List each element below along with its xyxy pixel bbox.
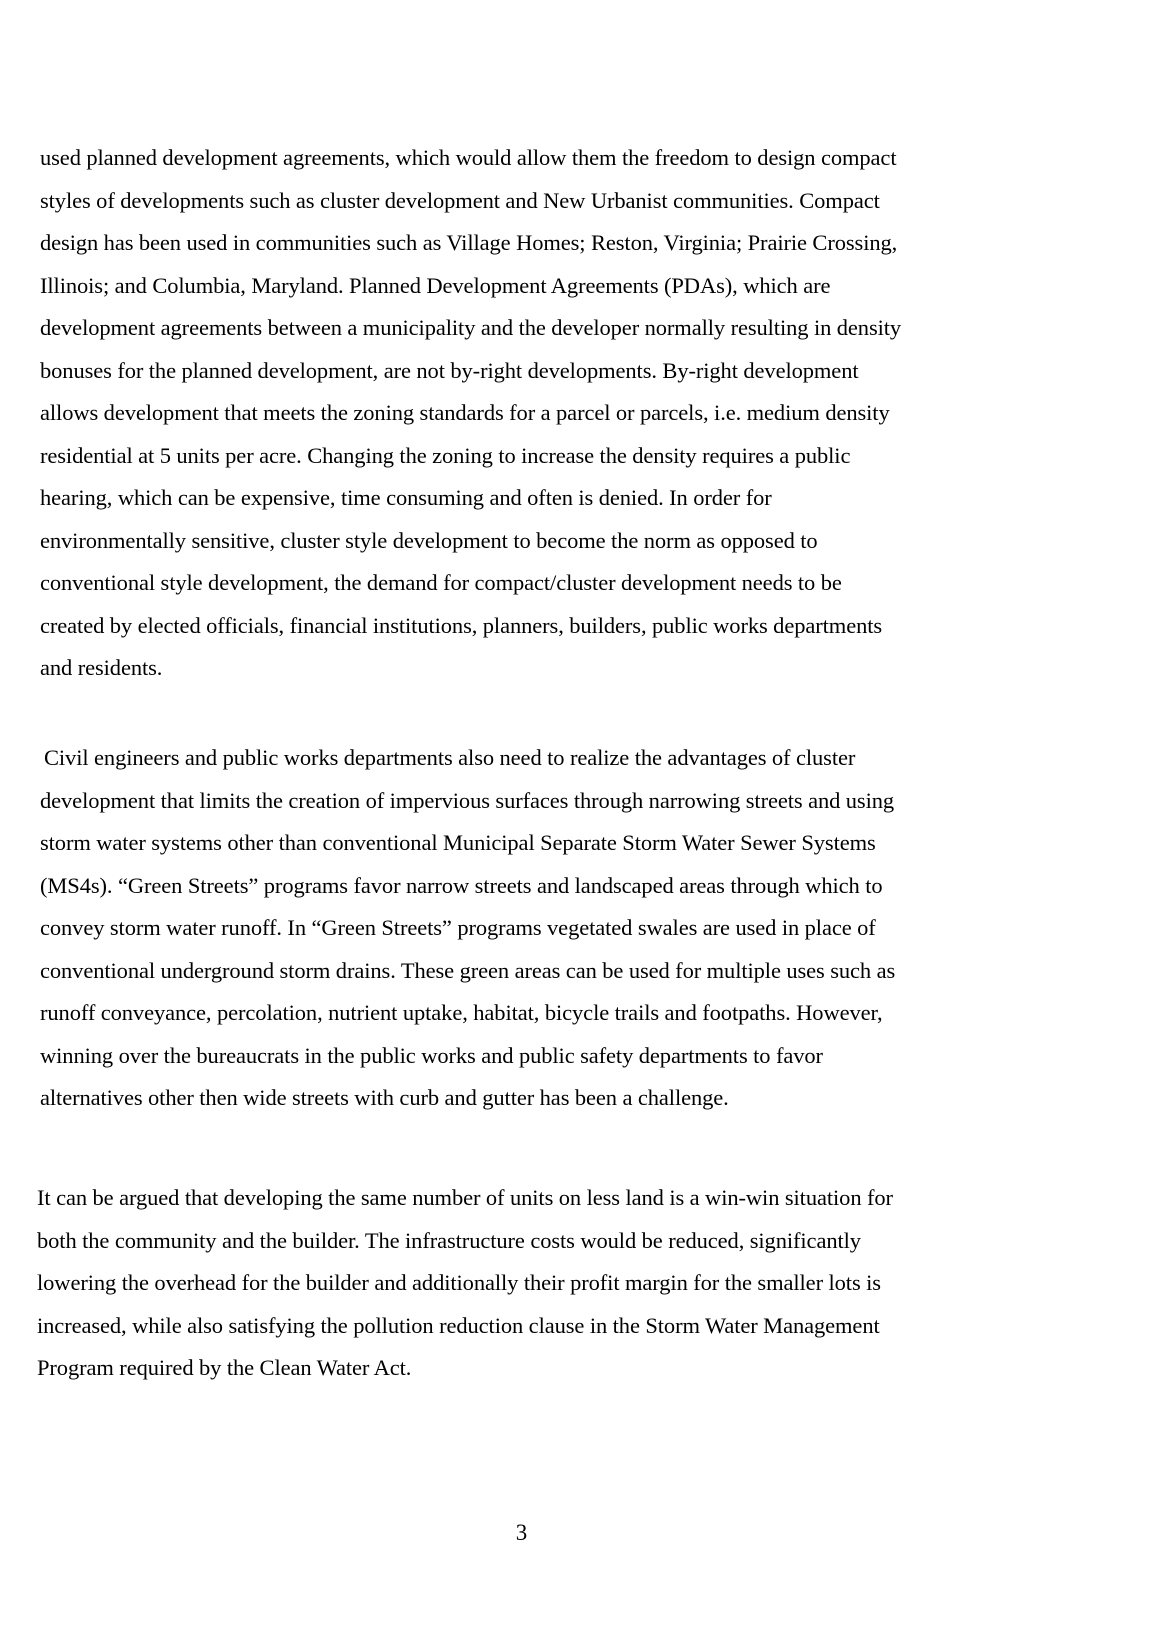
text-line: allows development that meets the zoning standards for a parcel or parcels, i.e. medium density	[40, 400, 890, 425]
text-line: Civil engineers and public works departments also need to realize the advantages of cluster	[44, 745, 856, 770]
text-line: residential at 5 units per acre. Changing the zoning to increase the density requires a public	[40, 442, 851, 468]
paragraph-win-win	[37, 1177, 997, 1390]
text-line: environmentally sensitive, cluster style development to become the norm as opposed to	[40, 527, 818, 553]
text-line: conventional underground storm drains. These green areas can be used for multiple uses such as	[40, 957, 896, 983]
text-line: storm water systems other than conventional Municipal Separate Storm Water Sewer Systems	[40, 830, 876, 855]
text-line: development that limits the creation of impervious surfaces through narrowing streets and using	[40, 787, 895, 813]
text-line: runoff conveyance, percolation, nutrient uptake, habitat, bicycle trails and footpaths. However,	[40, 1000, 883, 1025]
text-line: bonuses for the planned development, are not by-right developments. By-right development	[40, 357, 859, 383]
paragraph-planned-development	[40, 137, 1000, 690]
text-line: development agreements between a municipality and the developer normally resulting in density	[40, 315, 902, 340]
text-line: alternatives other then wide streets with curb and gutter has been a challenge.	[40, 1085, 729, 1110]
text-line: winning over the bureaucrats in the public works and public safety departments to favor	[40, 1042, 823, 1068]
text-line: used planned development agreements, which would allow them the freedom to design compact	[40, 145, 897, 170]
text-line: styles of developments such as cluster development and New Urbanist communities. Compact	[40, 187, 880, 213]
text-line: design has been used in communities such as Village Homes; Reston, Virginia; Prairie Crossing,	[40, 230, 898, 255]
text-line: hearing, which can be expensive, time consuming and often is denied. In order for	[40, 485, 772, 510]
paragraph-civil-engineers	[40, 737, 1000, 1120]
text-line: lowering the overhead for the builder and additionally their profit margin for the smaller lots is	[37, 1270, 881, 1295]
text-line: both the community and the builder. The infrastructure costs would be reduced, significantly	[37, 1227, 861, 1253]
text-line: created by elected officials, financial institutions, planners, builders, public works departments	[40, 612, 883, 638]
text-line: Program required by the Clean Water Act.	[37, 1355, 412, 1380]
text-line: (MS4s). “Green Streets” programs favor narrow streets and landscaped areas through which to	[40, 872, 883, 898]
text-line: convey storm water runoff. In “Green Streets” programs vegetated swales are used in place of	[40, 915, 876, 940]
text-line: increased, while also satisfying the pollution reduction clause in the Storm Water Management	[37, 1312, 880, 1338]
text-line: and residents.	[40, 655, 163, 680]
text-line: conventional style development, the demand for compact/cluster development needs to be	[40, 570, 842, 595]
text-line: Illinois; and Columbia, Maryland. Planned Development Agreements (PDAs), which are	[40, 272, 831, 298]
page-number: 3	[515, 1520, 528, 1545]
text-line: It can be argued that developing the same number of units on less land is a win-win situation for	[37, 1185, 893, 1210]
